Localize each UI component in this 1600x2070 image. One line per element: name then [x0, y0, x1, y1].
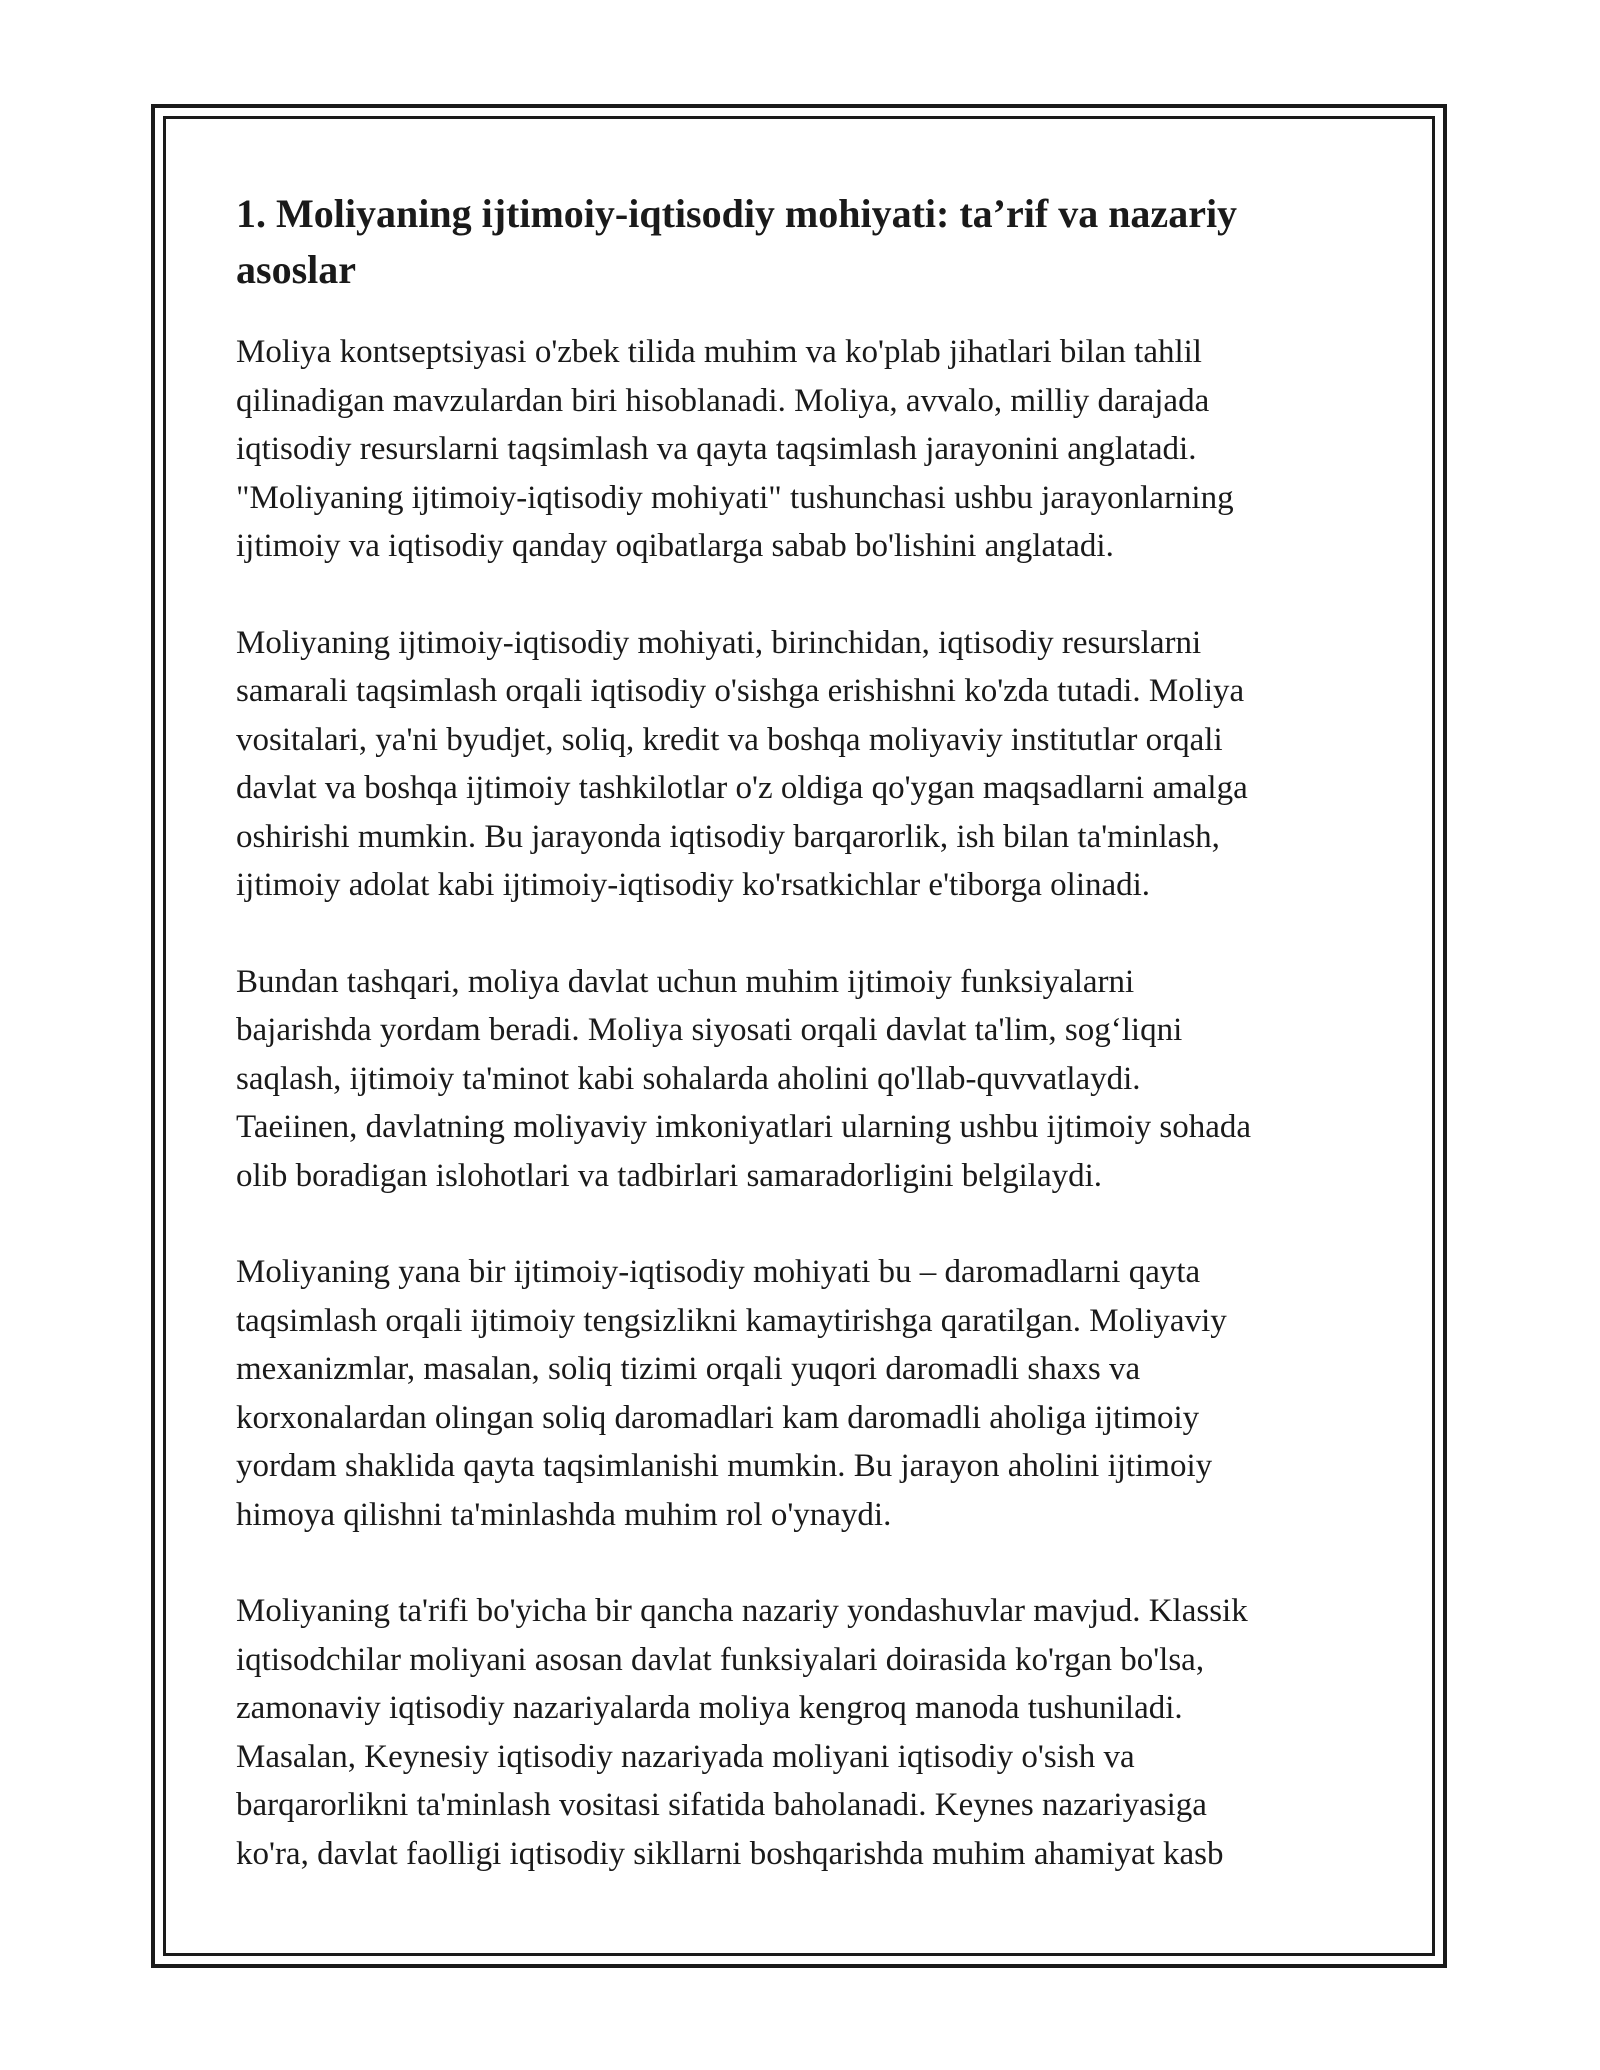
section-heading: 1. Moliyaning ijtimoiy-iqtisodiy mohiyati: ta’rif va nazariy asoslar [236, 191, 1238, 292]
document-content [236, 186, 1386, 1926]
paragraph-1: Moliya kontseptsiyasi o'zbek tilida muhim va ko'plab jihatlari bilan tahlil qilinadigan mavzulardan biri hisoblanadi. Moliya, avvalo, milliy darajada iqtisodiy resurslarni taqsimlash va qayta taqsimlash jarayonini anglatadi. "Moliyaning ijtimoiy-iqtisodiy mohiyati" tushunchasi ushbu jarayonlarning ijtimoiy va iqtisodiy qanday oqibatlarga sabab bo'lishini anglatadi. [236, 334, 1234, 564]
paragraph-2: Moliyaning ijtimoiy-iqtisodiy mohiyati, birinchidan, iqtisodiy resurslarni samarali taqsimlash orqali iqtisodiy o'sishga erishishni ko'zda tutadi. Moliya vositalari, ya'ni byudjet, soliq, kredit va boshqa moliyaviy institutlar orqali davlat va boshqa ijtimoiy tashkilotlar o'z oldiga qo'ygan maqsadlarni amalga oshirishi mumkin. Bu jarayonda iqtisodiy barqarorlik, ish bilan ta'minlash, ijtimoiy adolat kabi ijtimoiy-iqtisodiy ko'rsatkichlar e'tiborga olinadi. [236, 624, 1248, 903]
paragraph-5: Moliyaning ta'rifi bo'yicha bir qancha nazariy yondashuvlar mavjud. Klassik iqtisodchilar moliyani asosan davlat funksiyalari doirasida ko'rgan bo'lsa, zamonaviy iqtisodiy nazariyalarda moliya kengroq manoda tushuniladi. Masalan, Keynesiy iqtisodiy nazariyada moliyani iqtisodiy o'sish va barqarorlikni ta'minlash vositasi sifatida baholanadi. Keynes nazariyasiga ko'ra, davlat faolligi iqtisodiy sikllarni boshqarishda muhim ahamiyat kasb [236, 1593, 1248, 1872]
paragraph-4: Moliyaning yana bir ijtimoiy-iqtisodiy mohiyati bu – daromadlarni qayta taqsimlash orqali ijtimoiy tengsizlikni kamaytirishga qaratilgan. Moliyaviy mexanizmlar, masalan, soliq tizimi orqali yuqori daromadli shaxs va korxonalardan olingan soliq daromadlari kam daromadli aholiga ijtimoiy yordam shaklida qayta taqsimlanishi mumkin. Bu jarayon aholini ijtimoiy himoya qilishni ta'minlashda muhim rol o'ynaydi. [236, 1254, 1227, 1533]
paragraph-3: Bundan tashqari, moliya davlat uchun muhim ijtimoiy funksiyalarni bajarishda yordam beradi. Moliya siyosati orqali davlat ta'lim, sog‘liqni saqlash, ijtimoiy ta'minot kabi sohalarda aholini qo'llab-quvvatlaydi. Taeiinen, davlatning moliyaviy imkoniyatlari ularning ushbu ijtimoiy sohada olib boradigan islohotlari va tadbirlari samaradorligini belgilaydi. [236, 963, 1252, 1194]
